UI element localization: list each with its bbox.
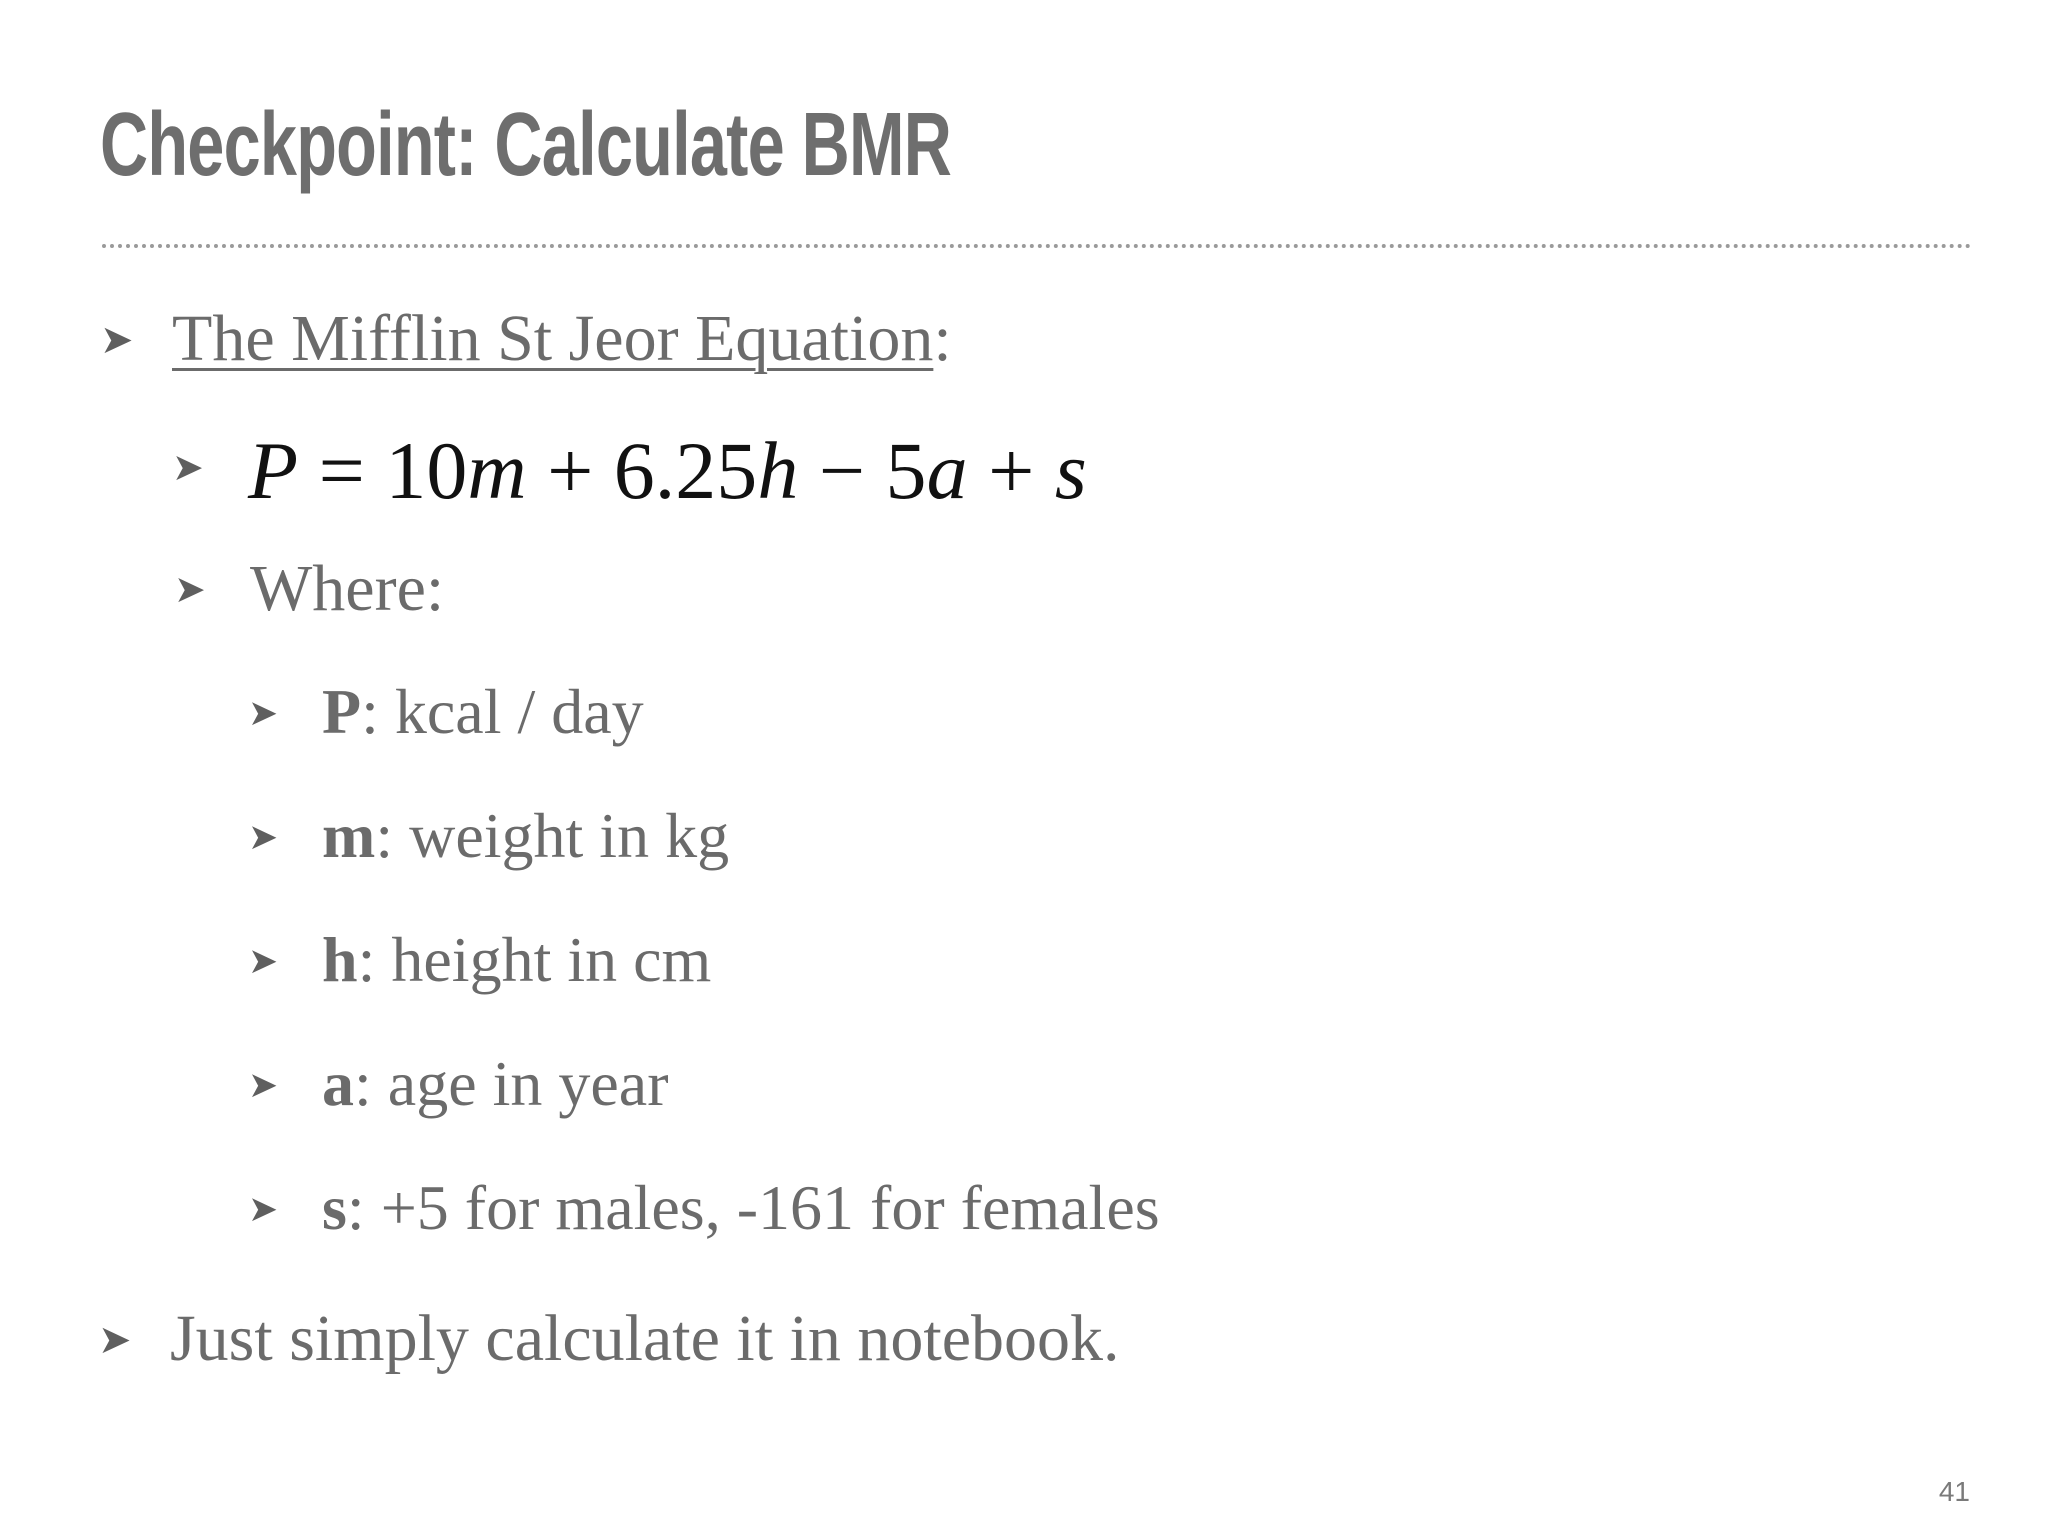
equation-var-h: h: [757, 425, 799, 516]
equation-var-m: m: [467, 425, 527, 516]
definition-symbol: a: [322, 1048, 354, 1119]
bullet-arrow-icon: ➤: [248, 1065, 279, 1106]
bullet-arrow-icon: ➤: [248, 693, 279, 734]
page-number: 41: [1938, 1476, 1970, 1507]
definition-text: : height in cm: [357, 924, 712, 995]
heading-colon: :: [933, 302, 952, 375]
definition-item: [248, 924, 712, 995]
equation-term: − 5: [798, 425, 927, 516]
bullet-notebook: [98, 1302, 1120, 1375]
where-label: Where:: [250, 552, 445, 625]
equation-lhs: P: [248, 425, 299, 516]
slide-title: Checkpoint: Calculate BMR: [100, 95, 952, 195]
equation-term: = 10: [298, 425, 468, 516]
definition-symbol: s: [322, 1172, 347, 1243]
mifflin-st-jeor-link[interactable]: The Mifflin St Jeor Equation: [172, 302, 934, 375]
definition-item: [248, 800, 730, 871]
definition-text: : +5 for males, -161 for females: [346, 1172, 1160, 1243]
bullet-equation-heading: [100, 302, 952, 375]
definition-item: [248, 1048, 669, 1119]
bullet-where: [174, 552, 445, 625]
definition-text: : kcal / day: [361, 676, 644, 747]
definition-text: : weight in kg: [375, 800, 730, 871]
bullet-arrow-icon: ➤: [248, 941, 279, 982]
equation-term: + 6.25: [526, 425, 758, 516]
definition-text: : age in year: [354, 1048, 669, 1119]
bullet-arrow-icon: ➤: [172, 445, 204, 489]
definition-symbol: m: [322, 800, 376, 871]
bullet-arrow-icon: ➤: [174, 567, 206, 611]
definition-item: [248, 1172, 1160, 1243]
bullet-arrow-icon: ➤: [100, 317, 134, 363]
definition-item: [248, 676, 644, 747]
bullet-arrow-icon: ➤: [98, 1317, 132, 1363]
title-divider: [102, 244, 1972, 248]
bullet-equation: [172, 425, 1087, 516]
definition-symbol: P: [322, 676, 362, 747]
bullet-arrow-icon: ➤: [248, 817, 279, 858]
notebook-instruction: Just simply calculate it in notebook.: [170, 1302, 1120, 1375]
equation-term: +: [967, 425, 1055, 516]
definition-symbol: h: [322, 924, 358, 995]
equation-var-a: a: [926, 425, 968, 516]
equation-var-s: s: [1054, 425, 1087, 516]
bullet-arrow-icon: ➤: [248, 1189, 279, 1230]
